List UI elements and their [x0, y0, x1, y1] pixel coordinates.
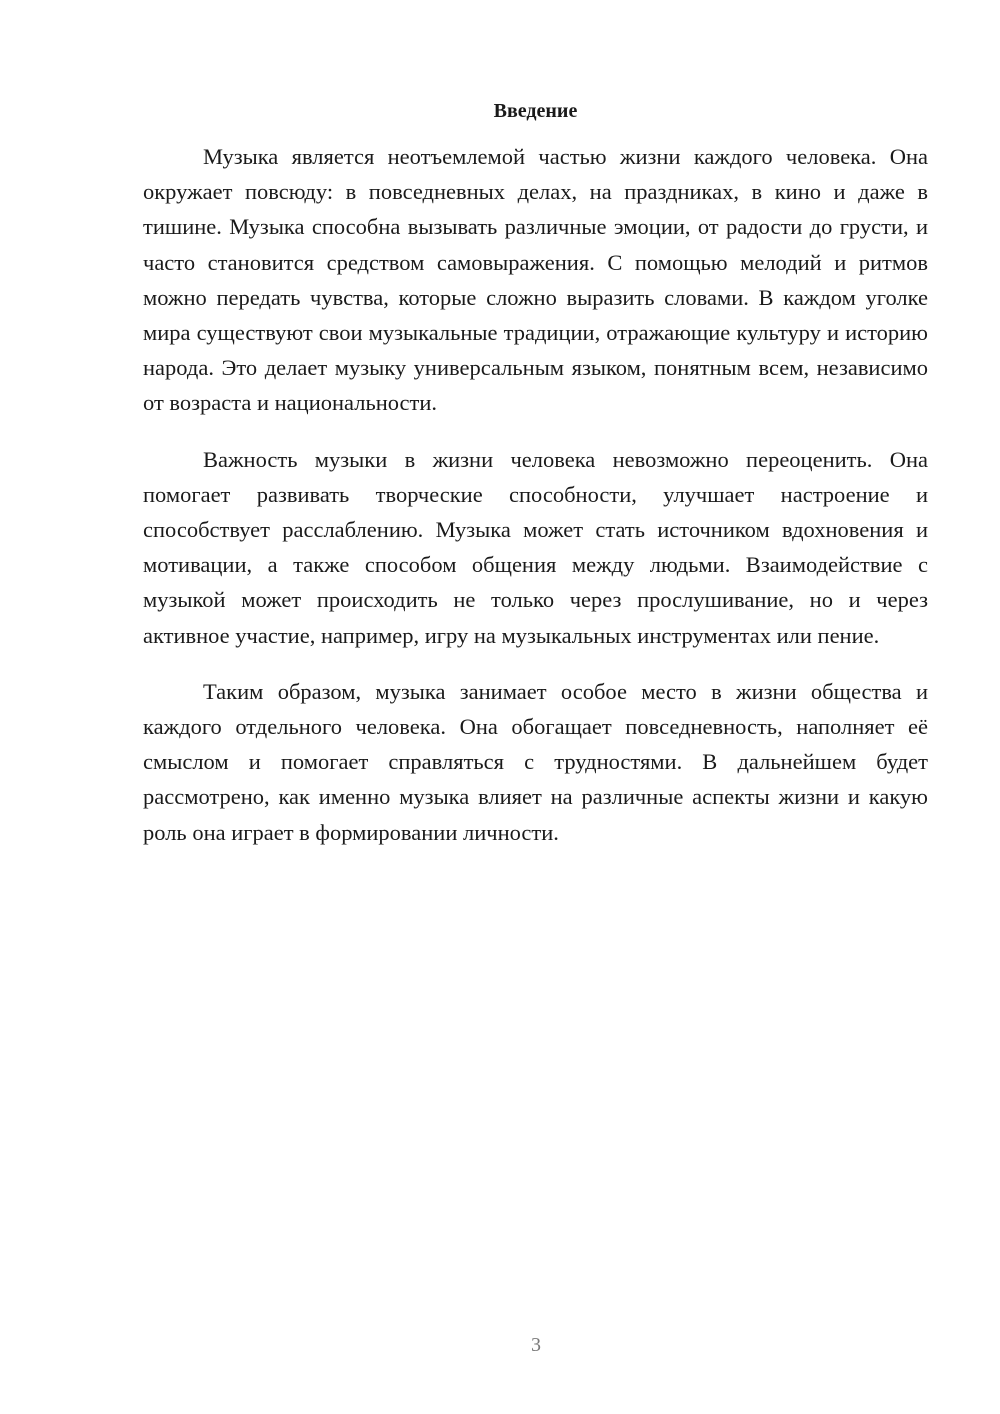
- section-title: Введение: [493, 100, 578, 122]
- paragraph-3: Таким образом, музыка занимает особое место в жизни общества и каждого отдельного человека. Она обогащает повседневность, наполняет её смыслом и помогает справляться с трудностями. В дальнейшем будет рассмотрено, как именно музыка влияет на различные аспекты жизни и какую роль она играет в формировании личности.: [143, 678, 928, 845]
- paragraph-1: Музыка является неотъемлемой частью жизни каждого человека. Она окружает повсюду: в повседневных делах, на праздниках, в кино и даже в тишине. Музыка способна вызывать различные эмоции, от радости до грусти, и часто становится средством самовыражения. С помощью мелодий и ритмов можно передать чувства, которые сложно выразить словами. В каждом уголке мира существуют свои музыкальные традиции, отражающие культуру и историю народа. Это делает музыку универсальным языком, понятным всем, независимо от возраста и национальности.: [143, 144, 928, 416]
- page-content: [143, 95, 928, 850]
- paragraph-2: Важность музыки в жизни человека невозможно переоценить. Она помогает развивать творческие способности, улучшает настроение и способствует расслаблению. Музыка может стать источником вдохновения и мотивации, а также способом общения между людьми. Взаимодействие с музыкой может происходить не только через прослушивание, но и через активное участие, например, игру на музыкальных инструментах или пение.: [143, 446, 928, 648]
- page-number: 3: [531, 1334, 541, 1356]
